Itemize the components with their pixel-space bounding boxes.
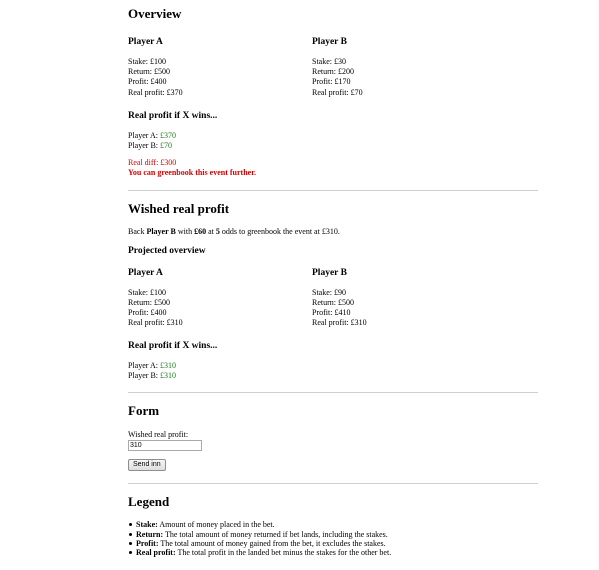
instruction-odds: 5 (215, 226, 220, 236)
instruction-player: Player B (146, 226, 176, 236)
instruction-at: at (206, 226, 216, 236)
projected-player-b-heading: Player B (312, 267, 347, 278)
projected-b-real-profit: Real profit: £310 (312, 318, 367, 328)
projected-player-a (128, 267, 312, 329)
projected-player-b (312, 267, 496, 329)
legend-term: Stake: (136, 520, 158, 530)
projected-overview-heading: Projected overview (128, 245, 206, 256)
projected-a-wins-label: Player A: (128, 360, 160, 370)
wished-instruction (128, 227, 538, 237)
overview-title: Overview (128, 6, 182, 21)
player-a-profit: Profit: £400 (128, 77, 167, 87)
projected-b-profit: Profit: £410 (312, 308, 351, 318)
projected-a-real-profit: Real profit: £310 (128, 318, 183, 328)
overview-b-wins (128, 141, 538, 151)
legend-desc: The total amount of money gained from the bet, it excludes the stakes. (158, 539, 386, 549)
wished-section (128, 201, 538, 381)
overview-b-wins-value: £70 (160, 141, 172, 151)
projected-b-wins-label: Player B: (128, 370, 160, 380)
legend-section (128, 494, 538, 558)
projected-b-wins (128, 371, 538, 381)
projected-b-return: Return: £500 (312, 298, 354, 308)
overview-a-wins (128, 131, 538, 141)
page-content (128, 0, 538, 558)
projected-player-a-heading: Player A (128, 267, 163, 278)
legend-term: Real profit: (136, 548, 176, 558)
player-a-return: Return: £500 (128, 67, 170, 77)
player-a-stake: Stake: £100 (128, 57, 166, 66)
instruction-amount: £60 (194, 226, 207, 236)
wished-title: Wished real profit (128, 200, 230, 216)
legend-desc: Amount of money placed in the bet. (157, 520, 275, 530)
projected-if-wins-heading: Real profit if X wins... (128, 340, 218, 351)
legend-item-real-profit (128, 548, 538, 557)
overview-a-wins-value: £370 (160, 130, 176, 140)
overview-players (128, 36, 538, 98)
legend-desc: The total profit in the landed bet minus the stakes for the other bet. (175, 548, 392, 558)
overview-if-wins-heading: Real profit if X wins... (128, 110, 218, 121)
instruction-back: Back (128, 226, 147, 236)
projected-players (128, 267, 538, 329)
player-b-heading: Player B (312, 37, 347, 47)
wished-profit-input[interactable]: 310 (128, 440, 202, 451)
player-b-return: Return: £200 (312, 67, 354, 77)
projected-a-profit: Profit: £400 (128, 308, 167, 318)
player-a-real-profit: Real profit: £370 (128, 87, 183, 97)
overview-section (128, 0, 538, 179)
projected-a-stake: Stake: £100 (128, 287, 166, 297)
legend-term: Return: (136, 529, 164, 539)
legend-item-stake (128, 520, 538, 529)
overview-player-a (128, 36, 312, 98)
wished-profit-label: Wished real profit: (128, 430, 189, 440)
form-section (128, 403, 538, 471)
overview-b-wins-label: Player B: (128, 141, 160, 151)
legend-term: Profit: (136, 539, 159, 549)
projected-a-wins-value: £310 (160, 360, 176, 370)
projected-b-wins-value: £310 (160, 370, 176, 380)
projected-b-stake: Stake: £90 (312, 287, 346, 297)
player-b-profit: Profit: £170 (312, 77, 351, 87)
projected-a-return: Return: £500 (128, 298, 170, 308)
form-title: Form (128, 403, 160, 419)
legend-item-return (128, 530, 538, 539)
player-b-real-profit: Real profit: £70 (312, 87, 363, 97)
legend-list (128, 520, 538, 558)
greenbook-message: You can greenbook this event further. (128, 168, 257, 178)
instruction-with: with (175, 226, 195, 236)
overview-player-b (312, 36, 496, 98)
send-inn-button[interactable]: Send inn (128, 459, 166, 471)
overview-a-wins-label: Player A: (128, 130, 160, 140)
legend-title: Legend (128, 494, 170, 510)
projected-a-wins (128, 361, 538, 371)
player-a-heading: Player A (128, 37, 163, 47)
real-diff: Real diff: £300 (128, 158, 177, 168)
player-b-stake: Stake: £30 (312, 57, 346, 66)
legend-item-profit (128, 539, 538, 548)
instruction-rest: odds to greenbook the event at £310. (219, 226, 340, 236)
legend-desc: The total amount of money returned if bet lands, including the stakes. (163, 529, 388, 539)
